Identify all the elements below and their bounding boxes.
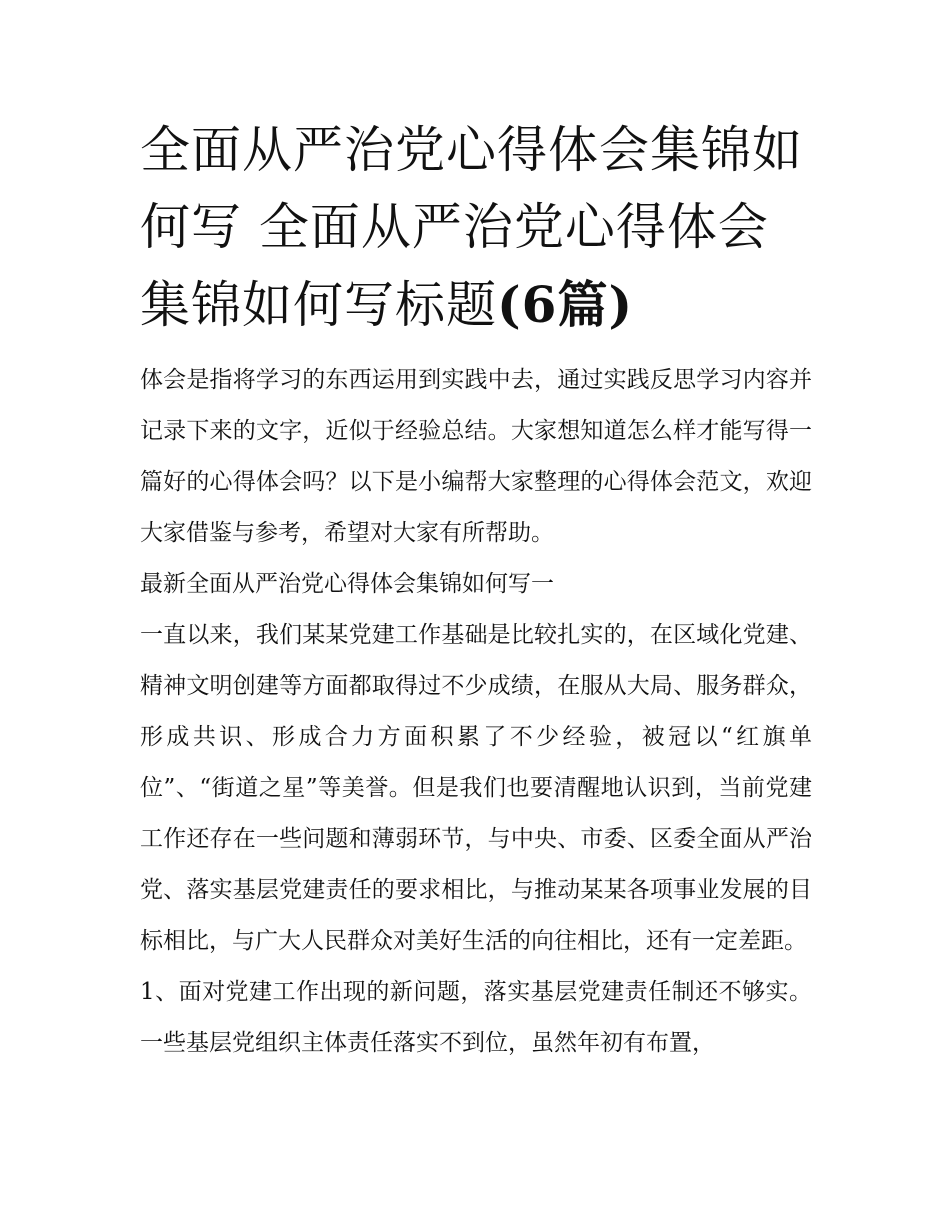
document-body — [140, 112, 812, 1069]
document-title — [140, 112, 812, 344]
document-title-suffix: (6篇) — [497, 275, 634, 334]
intro-paragraph: 体会是指将学习的东西运用到实践中去，通过实践反思学习内容并记录下来的文字，近似于经验总结。大家想知道怎么样才能写得一篇好的心得体会吗？以下是小编帮大家整理的心得体会范文，欢迎大家借鉴与参考，希望对大家有所帮助。 — [140, 367, 812, 546]
body-paragraph-1: 一直以来，我们某某党建工作基础是比较扎实的，在区域化党建、精神文明创建等方面都取得过不少成绩，在服从大局、服务群众，形成共识、形成合力方面积累了不少经验，被冠以“红旗单位”、“街道之星”等美誉。但是我们也要清醒地认识到，当前党建工作还存在一些问题和薄弱环节，与中央、市委、区委全面从严治党、落实基层党建责任的要求相比，与推动某某各项事业发展的目标相比，与广大人民群众对美好生活的向往相比，还有一定差距。 — [140, 622, 812, 954]
document-title-main: 全面从严治党心得体会集锦如何写 全面从严治党心得体会集锦如何写标题 — [140, 121, 803, 334]
section-title: 最新全面从严治党心得体会集锦如何写一 — [140, 571, 554, 597]
body-paragraph-2: 1、面对党建工作出现的新问题，落实基层党建责任制还不够实。一些基层党组织主体责任落实不到位，虽然年初有布置， — [140, 979, 812, 1056]
